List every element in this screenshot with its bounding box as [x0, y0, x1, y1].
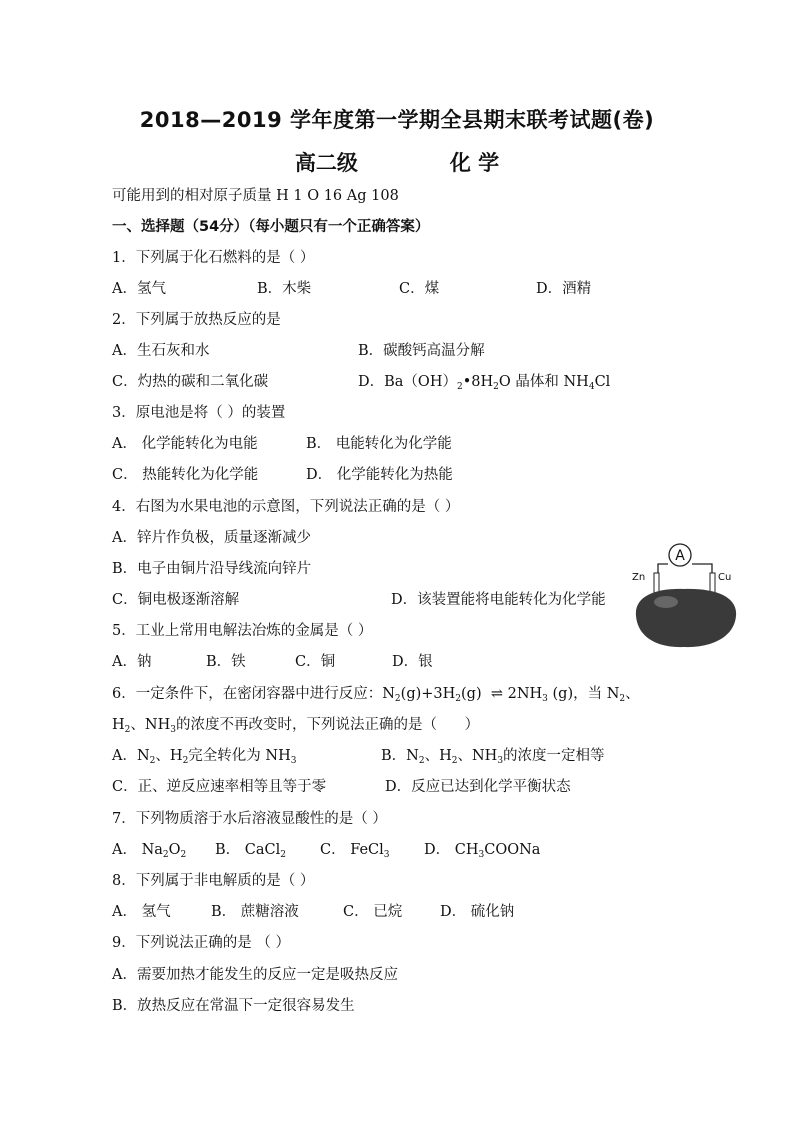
question-6-stem-line2: $H_2$、$NH_3$的浓度不再改变时，下列说法正确的是（ ）: [112, 717, 480, 735]
question-5-stem: 5．工业上常用电解法冶炼的金属是（ ）: [112, 623, 373, 639]
q3-option-a: A． 化学能转化为电能: [112, 436, 258, 452]
q2-option-d: D．$Ba(OH)_2•8H_2O$ 晶体和 $NH_4Cl$: [358, 374, 611, 392]
q9-option-a: A．需要加热才能发生的反应一定是吸热反应: [112, 967, 398, 983]
q3-option-d: D． 化学能转化为热能: [306, 467, 453, 483]
lemon-fruit: [636, 589, 736, 647]
grade-label: 高二级: [294, 151, 358, 175]
q3-option-b: B． 电能转化为化学能: [306, 436, 452, 452]
question-9-stem: 9．下列说法正确的是 （ ）: [112, 935, 290, 951]
fruit-highlight: [654, 596, 678, 608]
q6-option-d: D．反应已达到化学平衡状态: [385, 779, 571, 795]
q7-option-d: D． $CH_3COONa$: [424, 842, 541, 860]
q5-option-d: D．银: [392, 654, 433, 670]
question-4-stem: 4．右图为水果电池的示意图，下列说法正确的是（ ）: [112, 499, 460, 515]
q4-option-a: A．锌片作负极，质量逐渐减少: [112, 530, 311, 546]
q1-option-a: A．氢气: [112, 281, 166, 297]
q4-option-b: B．电子由铜片沿导线流向锌片: [112, 561, 312, 577]
q5-option-b: B．铁: [206, 654, 246, 670]
subject-label: 化 学: [449, 151, 500, 175]
ammeter-label: A: [675, 548, 685, 564]
q1-option-c: C．煤: [399, 281, 440, 297]
q1-option-d: D．酒精: [536, 281, 592, 297]
q4-option-d: D．该装置能将电能转化为化学能: [391, 592, 606, 608]
q7-option-b: B． CaCl$_2$: [215, 842, 286, 860]
q9-option-b: B．放热反应在常温下一定很容易发生: [112, 998, 355, 1014]
cu-label: Cu: [718, 572, 732, 583]
question-2-stem: 2．下列属于放热反应的是: [112, 312, 281, 328]
question-1-stem: 1．下列属于化石燃料的是（ ）: [112, 250, 315, 266]
q5-option-c: C．铜: [295, 654, 336, 670]
exam-title: 2018—2019 学年度第一学期全县期末联考试题(卷): [139, 108, 655, 132]
q8-option-d: D． 硫化钠: [440, 904, 515, 920]
q1-option-b: B．木柴: [257, 281, 312, 297]
question-7-stem: 7．下列物质溶于水后溶液显酸性的是（ ）: [112, 811, 387, 827]
q3-option-c: C． 热能转化为化学能: [112, 467, 259, 483]
fruit-battery-figure: [626, 538, 744, 650]
section-heading: 一、选择题（54分）（每小题只有一个正确答案）: [112, 219, 430, 235]
q8-option-b: B． 蔗糖溶液: [211, 904, 299, 920]
q5-option-a: A．钠: [112, 654, 152, 670]
q6-option-b: B．$N_2$、$H_2$、$NH_3$的浓度一定相等: [381, 748, 605, 766]
q4-option-c: C．铜电极逐渐溶解: [112, 592, 240, 608]
exam-subtitle: [0, 147, 794, 177]
q7-option-c: C． FeCl$_3$: [320, 842, 390, 860]
q6-option-a: A．$N_2$、$H_2$完全转化为 $NH_3$: [112, 748, 297, 766]
question-8-stem: 8．下列属于非电解质的是（ ）: [112, 873, 315, 889]
q8-option-c: C． 已烷: [343, 904, 403, 920]
q8-option-a: A． 氢气: [112, 904, 171, 920]
q6-option-c: C．正、逆反应速率相等且等于零: [112, 779, 327, 795]
atomic-masses: 可能用到的相对原子质量 H 1 O 16 Ag 108: [112, 188, 399, 204]
question-3-stem: 3．原电池是将（ ）的装置: [112, 405, 286, 421]
question-6-stem-line1: 6．一定条件下，在密闭容器中进行反应：$N_2(g)+3H_2(g)$ ⇌ $2NH_3$ (g)，当 $N_2$、: [112, 686, 640, 704]
q2-option-c: C．灼热的碳和二氧化碳: [112, 374, 269, 390]
q2-option-a: A．生石灰和水: [112, 343, 210, 359]
q7-option-a: A． $Na_2O_2$: [112, 842, 187, 860]
zn-label: Zn: [632, 572, 646, 583]
q2-option-b: B．碳酸钙高温分解: [358, 343, 485, 359]
